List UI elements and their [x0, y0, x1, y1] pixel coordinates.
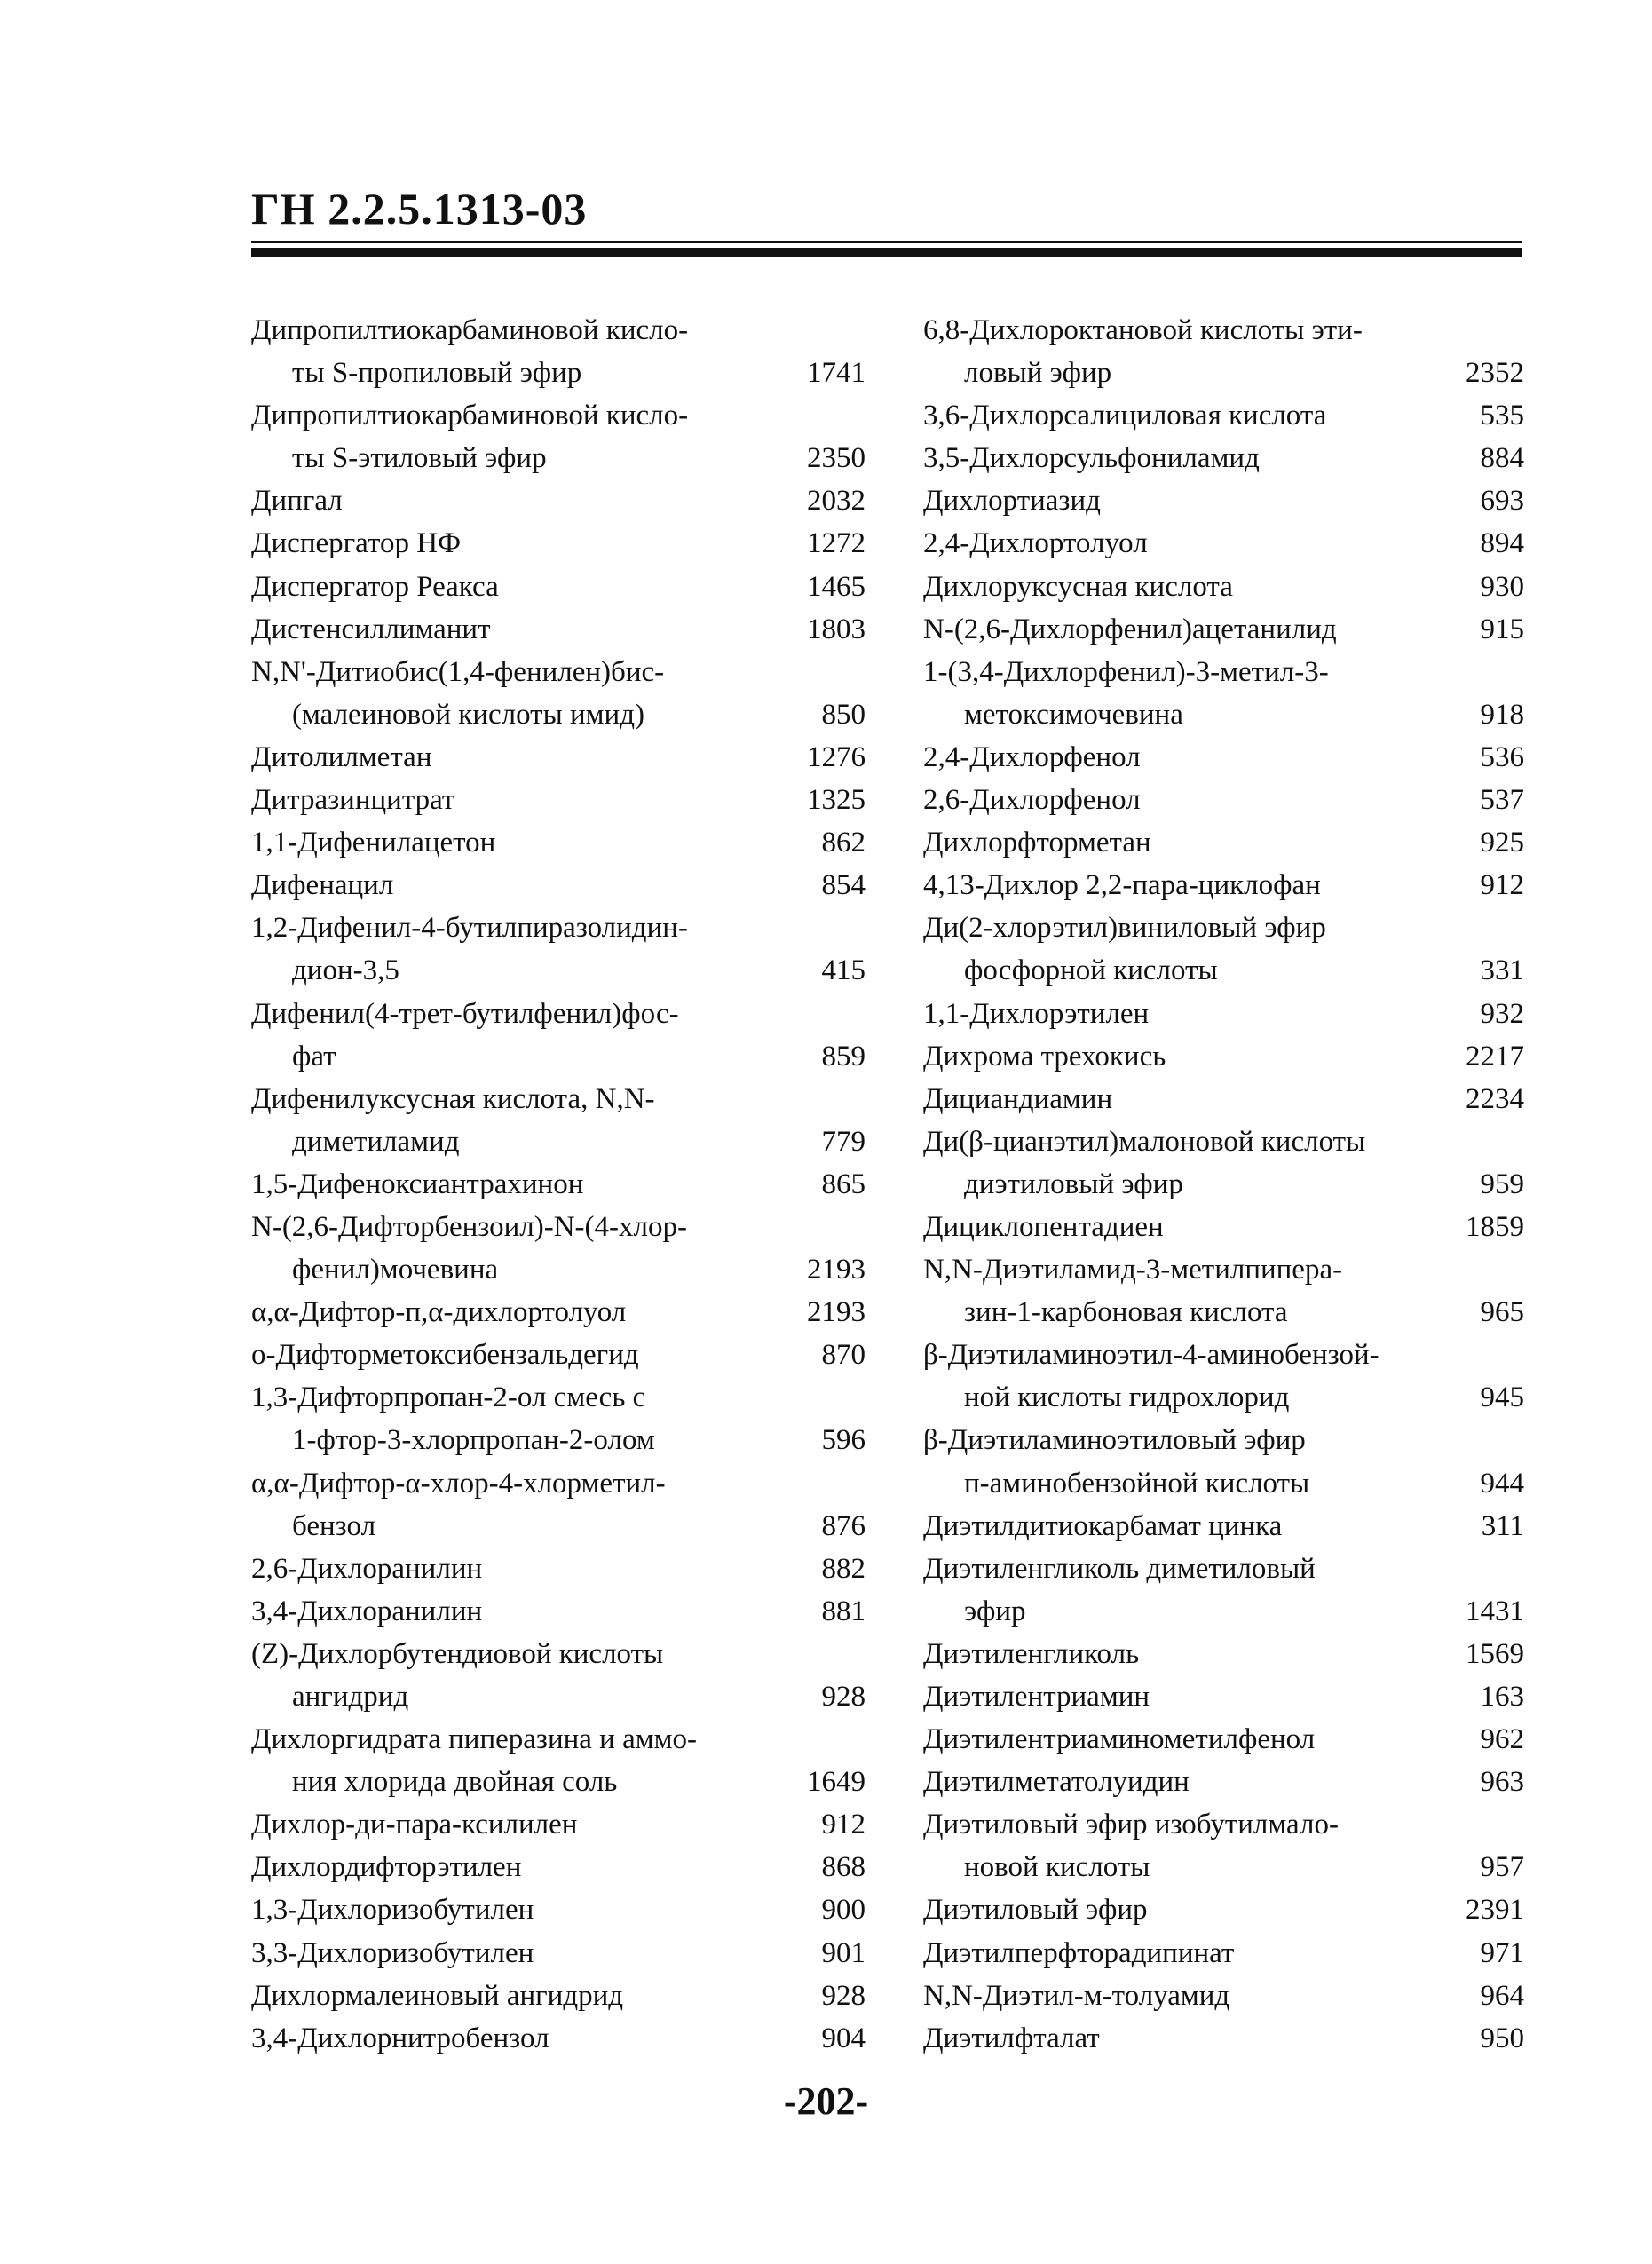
entry-number: 2217: [1466, 1040, 1524, 1073]
index-line: [251, 1761, 866, 1803]
entry-text: N,N-Диэтиламид-3-метилпипера-: [923, 1254, 1343, 1286]
entry-number: 862: [821, 827, 866, 859]
index-line: [923, 1675, 1524, 1718]
entry-number: 2391: [1466, 1894, 1524, 1927]
entry-text: Диспергатор НФ: [251, 527, 462, 560]
index-line: [251, 608, 866, 651]
index-line: [923, 352, 1524, 394]
entry-text: 1,5-Дифеноксиантрахинон: [251, 1168, 584, 1200]
entry-text: 6,8-Дихлороктановой кислоты эти-: [923, 314, 1363, 346]
entry-number: 2352: [1466, 357, 1524, 390]
index-column-left: [251, 309, 866, 2060]
entry-text: Дихлормалеиновый ангидрид: [251, 1979, 624, 2012]
entry-text: N,N'-Дитиобис(1,4-фенилен)бис-: [251, 655, 665, 688]
index-line: [251, 693, 866, 736]
index-line: [251, 779, 866, 821]
index-line: [923, 1888, 1524, 1931]
index-line: [251, 1078, 866, 1120]
index-line: [251, 1846, 866, 1888]
entry-text: Дихлор-ди-пара-ксилилен: [251, 1809, 578, 1841]
entry-text: о-Дифторметоксибензальдегид: [251, 1339, 639, 1372]
entry-text: Диэтилперфторадипинат: [923, 1936, 1235, 1969]
index-line: [923, 1803, 1524, 1846]
index-line: [251, 1120, 866, 1163]
index-line: [251, 1035, 866, 1078]
entry-text: Дипропилтиокарбаминовой кисло-: [251, 400, 689, 432]
entry-number: 2193: [807, 1296, 866, 1329]
entry-text: Диэтиленгликоль диметиловый: [923, 1552, 1316, 1585]
entry-text: Диэтилдитиокарбамат цинка: [923, 1509, 1283, 1542]
entry-text: (Z)-Дихлорбутендиовой кислоты: [251, 1637, 664, 1670]
document-code-header: ГН 2.2.5.1313-03: [251, 184, 588, 234]
index-line: [923, 1846, 1524, 1888]
entry-number: 868: [821, 1851, 866, 1884]
entry-text: ты S-пропиловый эфир: [292, 357, 582, 390]
entry-number: 1465: [807, 570, 866, 603]
entry-number: 1859: [1466, 1210, 1524, 1243]
entry-number: 901: [821, 1936, 866, 1969]
index-line: [251, 1462, 866, 1505]
entry-number: 536: [1480, 740, 1524, 773]
index-line: [923, 394, 1524, 437]
index-line: [251, 1419, 866, 1461]
entry-text: 3,5-Дихлорсульфониламид: [923, 442, 1260, 475]
entry-number: 854: [821, 869, 866, 902]
entry-text: 2,6-Дихлорфенол: [923, 784, 1141, 817]
entry-text: диметиламид: [292, 1125, 460, 1158]
entry-text: 1,3-Дифторпропан-2-ол смесь с: [251, 1381, 646, 1414]
entry-text: 1-фтор-3-хлорпропан-2-олом: [292, 1424, 655, 1457]
index-line: [251, 1675, 866, 1718]
entry-number: 965: [1480, 1296, 1524, 1329]
entry-text: 1,1-Дифенилацетон: [251, 827, 496, 859]
entry-number: 918: [1480, 698, 1524, 731]
entry-number: 1569: [1466, 1637, 1524, 1670]
index-line: [251, 352, 866, 394]
entry-text: (малеиновой кислоты имид): [292, 698, 644, 731]
index-line: [251, 1633, 866, 1675]
index-line: [923, 1334, 1524, 1376]
entry-text: зин-1-карбоновая кислота: [964, 1296, 1288, 1329]
entry-number: 932: [1480, 997, 1524, 1030]
entry-text: 2,6-Дихлоранилин: [251, 1552, 483, 1585]
index-line: [251, 1932, 866, 1975]
index-line: [923, 1419, 1524, 1461]
entry-text: Диэтилметатолуидин: [923, 1766, 1190, 1799]
index-line: [251, 522, 866, 565]
index-line: [251, 993, 866, 1035]
entry-number: 962: [1480, 1723, 1524, 1756]
index-line: [923, 1462, 1524, 1505]
index-line: [923, 1932, 1524, 1975]
entry-text: Ди(2-хлорэтил)виниловый эфир: [923, 912, 1326, 945]
entry-text: 2,4-Дихлорфенол: [923, 740, 1141, 773]
entry-text: Дитолилметан: [251, 740, 432, 773]
entry-text: 3,4-Дихлорнитробензол: [251, 2022, 549, 2054]
entry-text: 1,3-Дихлоризобутилен: [251, 1894, 534, 1927]
page-number: -202-: [783, 2079, 869, 2123]
index-line: [923, 1248, 1524, 1291]
entry-text: N,N-Диэтил-м-толуамид: [923, 1979, 1230, 2012]
entry-number: 963: [1480, 1766, 1524, 1799]
index-line: [923, 1505, 1524, 1548]
entry-number: 2234: [1466, 1082, 1524, 1115]
entry-number: 2193: [807, 1254, 866, 1286]
entry-number: 1431: [1466, 1595, 1524, 1627]
entry-text: Дициандиамин: [923, 1082, 1113, 1115]
entry-text: Дихрома трехокись: [923, 1040, 1166, 1073]
entry-text: Дихлоруксусная кислота: [923, 570, 1233, 603]
index-line: [251, 1975, 866, 2017]
index-line: [923, 779, 1524, 821]
index-line: [251, 1376, 866, 1419]
index-line: [923, 864, 1524, 906]
index-line: [923, 906, 1524, 949]
entry-number: 930: [1480, 570, 1524, 603]
entry-text: Дипропилтиокарбаминовой кисло-: [251, 314, 689, 346]
entry-number: 959: [1480, 1168, 1524, 1200]
index-line: [923, 1078, 1524, 1120]
index-line: [251, 1718, 866, 1761]
entry-text: Ди(β-цианэтил)малоновой кислоты: [923, 1125, 1366, 1158]
index-line: [251, 651, 866, 693]
entry-text: Дифенилуксусная кислота, N,N-: [251, 1082, 655, 1115]
entry-text: Диэтилфталат: [923, 2022, 1100, 2054]
index-line: [251, 479, 866, 522]
entry-number: 870: [821, 1339, 866, 1372]
entry-number: 850: [821, 698, 866, 731]
entry-text: ты S-этиловый эфир: [292, 442, 547, 475]
header-rule-thin: [251, 241, 1522, 243]
entry-number: 1325: [807, 784, 866, 817]
index-line: [923, 566, 1524, 608]
index-line: [923, 522, 1524, 565]
entry-text: фат: [292, 1040, 336, 1073]
index-line: [923, 949, 1524, 992]
entry-number: 1276: [807, 740, 866, 773]
index-line: [251, 736, 866, 779]
entry-text: 2,4-Дихлортолуол: [923, 527, 1148, 560]
index-line: [923, 309, 1524, 352]
index-line: [251, 864, 866, 906]
index-line: [923, 1035, 1524, 1078]
index-line: [251, 1334, 866, 1376]
entry-text: 3,6-Дихлорсалициловая кислота: [923, 400, 1327, 432]
index-line: [923, 1548, 1524, 1590]
index-line: [251, 1505, 866, 1548]
entry-text: новой кислоты: [964, 1851, 1150, 1884]
entry-number: 537: [1480, 784, 1524, 817]
entry-text: β-Диэтиламиноэтиловый эфир: [923, 1424, 1306, 1457]
index-line: [923, 1163, 1524, 1206]
entry-number: 884: [1480, 442, 1524, 475]
entry-text: Дитразинцитрат: [251, 784, 455, 817]
entry-number: 1272: [807, 527, 866, 560]
index-line: [923, 693, 1524, 736]
entry-number: 415: [821, 954, 866, 987]
index-line: [923, 2017, 1524, 2060]
entry-text: N-(2,6-Дихлорфенил)ацетанилид: [923, 613, 1337, 645]
entry-number: 1741: [807, 357, 866, 390]
entry-number: 693: [1480, 485, 1524, 518]
index-column-right: [923, 309, 1524, 2060]
entry-number: 945: [1480, 1381, 1524, 1414]
entry-text: Дипгал: [251, 485, 343, 518]
entry-text: 4,13-Дихлор 2,2-пара-циклофан: [923, 869, 1321, 902]
index-line: [251, 1803, 866, 1846]
index-line: [251, 1248, 866, 1291]
index-line: [923, 437, 1524, 479]
entry-number: 950: [1480, 2022, 1524, 2054]
entry-text: Дициклопентадиен: [923, 1210, 1164, 1243]
entry-text: Дифенацил: [251, 869, 394, 902]
entry-number: 876: [821, 1509, 866, 1542]
index-line: [251, 437, 866, 479]
index-line: [923, 1376, 1524, 1419]
entry-text: α,α-Дифтор-α-хлор-4-хлорметил-: [251, 1467, 666, 1500]
index-line: [923, 608, 1524, 651]
index-line: [923, 1291, 1524, 1334]
index-line: [923, 736, 1524, 779]
entry-number: 859: [821, 1040, 866, 1073]
entry-text: дион-3,5: [292, 954, 399, 987]
entry-number: 535: [1480, 400, 1524, 432]
index-line: [923, 651, 1524, 693]
index-line: [251, 2017, 866, 2060]
entry-number: 971: [1480, 1936, 1524, 1969]
entry-text: β-Диэтиламиноэтил-4-аминобензой-: [923, 1339, 1379, 1372]
entry-number: 904: [821, 2022, 866, 2054]
entry-number: 957: [1480, 1851, 1524, 1884]
entry-number: 912: [821, 1809, 866, 1841]
index-line: [251, 394, 866, 437]
entry-text: п-аминобензойной кислоты: [964, 1467, 1310, 1500]
entry-number: 2350: [807, 442, 866, 475]
entry-text: Дистенсиллиманит: [251, 613, 491, 645]
entry-number: 915: [1480, 613, 1524, 645]
entry-text: 3,3-Дихлоризобутилен: [251, 1936, 534, 1969]
entry-number: 2032: [807, 485, 866, 518]
index-line: [923, 1120, 1524, 1163]
entry-text: 3,4-Дихлоранилин: [251, 1595, 483, 1627]
index-line: [923, 821, 1524, 864]
entry-text: ангидрид: [292, 1681, 409, 1713]
entry-text: ловый эфир: [964, 357, 1112, 390]
index-line: [251, 1206, 866, 1248]
entry-text: Диспергатор Реакса: [251, 570, 499, 603]
entry-number: 596: [821, 1424, 866, 1457]
entry-number: 964: [1480, 1979, 1524, 2012]
entry-text: Диэтилентриаминометилфенол: [923, 1723, 1316, 1756]
entry-text: Диэтиленгликоль: [923, 1637, 1140, 1670]
index-line: [923, 1718, 1524, 1761]
index-line: [923, 993, 1524, 1035]
entry-text: N-(2,6-Дифторбензоил)-N-(4-хлор-: [251, 1210, 687, 1243]
index-line: [923, 1206, 1524, 1248]
index-line: [251, 949, 866, 992]
index-line: [251, 309, 866, 352]
index-line: [251, 906, 866, 949]
entry-number: 944: [1480, 1467, 1524, 1500]
entry-text: Диэтилентриамин: [923, 1681, 1150, 1713]
entry-number: 925: [1480, 827, 1524, 859]
entry-text: метоксимочевина: [964, 698, 1183, 731]
entry-text: фосфорной кислоты: [964, 954, 1218, 987]
entry-text: ной кислоты гидрохлорид: [964, 1381, 1290, 1414]
entry-number: 928: [821, 1681, 866, 1713]
entry-number: 331: [1480, 954, 1524, 987]
entry-text: Дихлоргидрата пиперазина и аммо-: [251, 1723, 697, 1756]
index-line: [251, 1291, 866, 1334]
index-line: [923, 479, 1524, 522]
entry-text: фенил)мочевина: [292, 1254, 499, 1286]
entry-text: бензол: [292, 1509, 376, 1542]
entry-text: Дихлорфторметан: [923, 827, 1151, 859]
entry-text: диэтиловый эфир: [964, 1168, 1183, 1200]
index-line: [923, 1975, 1524, 2017]
entry-number: 163: [1480, 1681, 1524, 1713]
entry-number: 928: [821, 1979, 866, 2012]
index-line: [251, 1590, 866, 1633]
index-line: [923, 1590, 1524, 1633]
entry-text: α,α-Дифтор-п,α-дихлортолуол: [251, 1296, 627, 1329]
entry-number: 1803: [807, 613, 866, 645]
entry-number: 900: [821, 1894, 866, 1927]
entry-number: 311: [1481, 1509, 1524, 1542]
entry-text: Диэтиловый эфир изобутилмало-: [923, 1809, 1339, 1841]
entry-number: 881: [821, 1595, 866, 1627]
entry-text: 1,2-Дифенил-4-бутилпиразолидин-: [251, 912, 688, 945]
index-line: [923, 1633, 1524, 1675]
index-line: [251, 566, 866, 608]
entry-number: 1649: [807, 1766, 866, 1799]
entry-number: 882: [821, 1552, 866, 1585]
header-rule-thick: [251, 248, 1522, 257]
entry-text: Дихлордифторэтилен: [251, 1851, 522, 1884]
index-line: [251, 1548, 866, 1590]
entry-text: Дихлортиазид: [923, 485, 1101, 518]
entry-text: эфир: [964, 1595, 1026, 1627]
index-line: [923, 1761, 1524, 1803]
entry-number: 912: [1480, 869, 1524, 902]
entry-number: 865: [821, 1168, 866, 1200]
entry-text: 1-(3,4-Дихлорфенил)-3-метил-3-: [923, 655, 1329, 688]
entry-text: Диэтиловый эфир: [923, 1894, 1148, 1927]
entry-number: 779: [821, 1125, 866, 1158]
entry-text: 1,1-Дихлорэтилен: [923, 997, 1150, 1030]
entry-text: Дифенил(4-трет-бутилфенил)фос-: [251, 997, 679, 1030]
index-line: [251, 1163, 866, 1206]
entry-number: 894: [1480, 527, 1524, 560]
index-line: [251, 1888, 866, 1931]
index-line: [251, 821, 866, 864]
entry-text: ния хлорида двойная соль: [292, 1766, 618, 1799]
